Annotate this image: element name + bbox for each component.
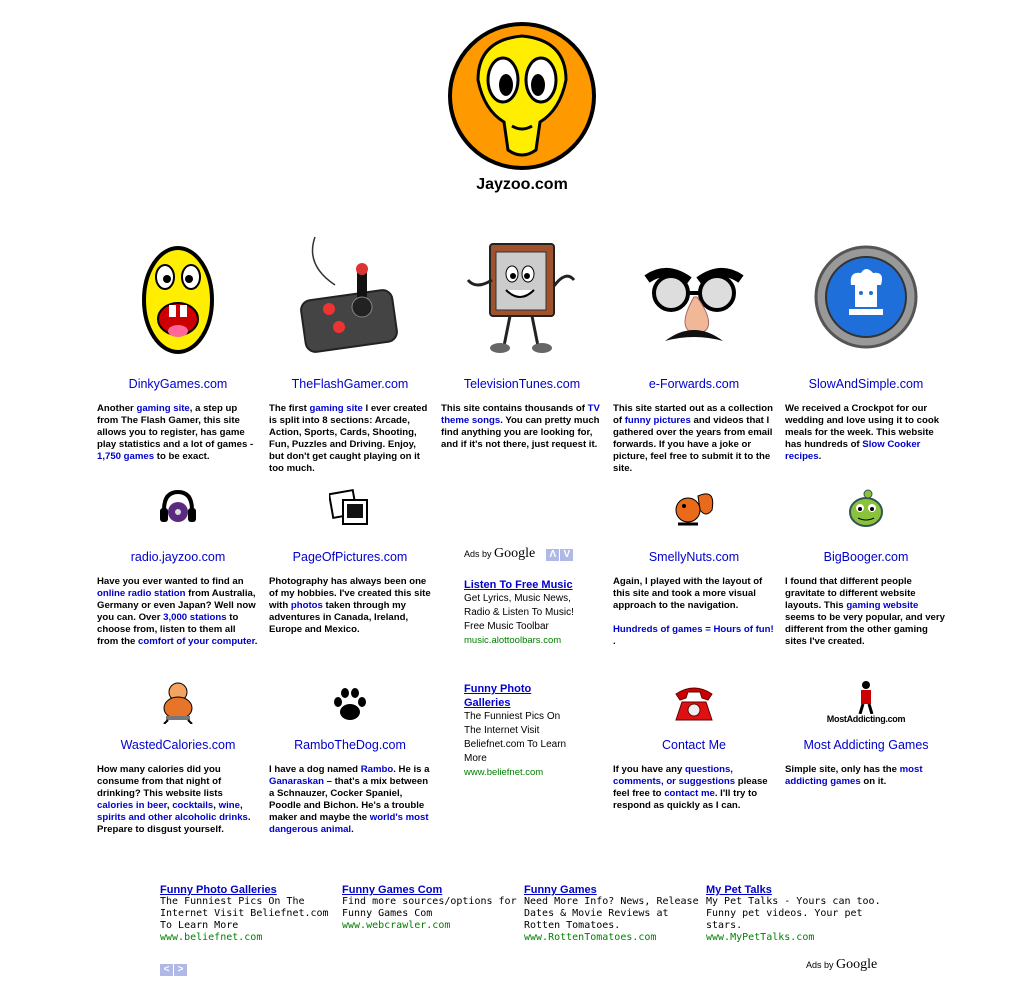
google-label: Google	[836, 957, 878, 972]
site-title[interactable]: Jayzoo.com	[476, 176, 568, 193]
bottom-ad-nav	[160, 959, 188, 977]
description-text: .	[613, 636, 616, 647]
photos-icon[interactable]	[269, 486, 431, 528]
description-text: .	[818, 451, 822, 462]
inline-link[interactable]: Ganaraskan	[269, 776, 324, 787]
inline-link[interactable]: most addicting games	[785, 764, 923, 787]
description-text: . You can pretty much find anything you are looking for, and if it's not there, just request it.	[441, 415, 600, 450]
site-card-description	[269, 576, 431, 636]
site-card-description	[97, 576, 259, 648]
bottom-ad-url[interactable]: www.RottenTomatoes.com	[524, 932, 657, 943]
description-text: ,	[239, 800, 243, 811]
description-text: from Australia, Germany or even Japan? Well now you can. Over	[97, 588, 256, 623]
description-text: I have a dog named	[269, 764, 361, 775]
bottom-ad-body: My Pet Talks - Yours can too. Funny pet videos. Your pet stars.	[706, 896, 881, 931]
bottom-ad-3	[524, 884, 702, 944]
site-card-title[interactable]: TelevisionTunes.com	[463, 377, 581, 391]
alien-logo-icon[interactable]	[448, 22, 596, 170]
bottom-ad-2	[342, 884, 520, 932]
ads-by-label: Ads by	[464, 549, 492, 559]
most-addicting-icon[interactable]	[785, 668, 947, 724]
bottom-ad-1	[160, 884, 338, 944]
side-ad-body: Get Lyrics, Music News, Radio & Listen To Music! Free Music Toolbar	[464, 593, 574, 632]
side-ad-body: The Funniest Pics On The Internet Visit Beliefnet.com To Learn More	[464, 711, 567, 764]
bottom-ad-title[interactable]: Funny Games Com	[342, 884, 443, 896]
description-text: This site started out as a collection of	[613, 403, 773, 426]
description-text: If you have any	[613, 764, 685, 775]
description-text: . He is a	[393, 764, 430, 775]
tv-character-icon[interactable]	[441, 225, 603, 355]
side-ad-2	[464, 682, 576, 780]
site-card-title[interactable]: Contact Me	[662, 738, 726, 752]
description-text: I ever created is split into 8 sections: Arcade, Action, Sports, Cards, Shooting, Fun, Puzzles and Driving. Enjoy, but don't get caught playing on it too much.	[269, 403, 428, 474]
description-text: to choose from, listen to them all from the	[97, 612, 239, 647]
ads-by-label: Ads by	[806, 960, 834, 970]
site-card-description	[613, 403, 775, 475]
ads-by-google[interactable]	[464, 546, 574, 562]
description-text: Photography has always been one of my hobbies. I've created this site with	[269, 576, 431, 611]
ad-prev-button[interactable]: <	[160, 964, 173, 976]
description-text: to be exact.	[154, 451, 210, 462]
side-ad-title[interactable]: Funny Photo Galleries	[464, 683, 532, 709]
description-text: How many calories did you consume from that night of drinking? This website lists	[97, 764, 223, 799]
bottom-ad-url[interactable]: www.MyPetTalks.com	[706, 932, 815, 943]
description-text: ,	[166, 800, 173, 811]
inline-link[interactable]: gaming site	[136, 403, 190, 414]
site-card-description	[97, 764, 259, 836]
inline-link[interactable]: funny pictures	[624, 415, 691, 426]
inline-link[interactable]: 3,000 stations	[163, 612, 227, 623]
bottom-ad-body: The Funniest Pics On The Internet Visit Beliefnet.com To Learn More	[160, 896, 329, 931]
inline-link[interactable]: 1,750 games	[97, 451, 155, 462]
description-text: . Prepare to disgust yourself.	[97, 812, 251, 835]
description-text: seems to be very popular, and very different from the other gaming sites I've created.	[785, 612, 945, 647]
description-text: taken through my adventures in Canada, Ireland, Europe and Mexico.	[269, 600, 409, 635]
site-card-title[interactable]: WastedCalories.com	[120, 738, 236, 752]
site-card-title[interactable]: RamboTheDog.com	[294, 738, 406, 752]
inline-link[interactable]: TV theme songs	[441, 403, 600, 426]
site-card-title[interactable]: Most Addicting Games	[803, 738, 929, 752]
bottom-ad-title[interactable]: Funny Games	[524, 884, 597, 896]
ads-by-google-bottom[interactable]	[806, 957, 877, 973]
inline-link[interactable]: Slow Cooker recipes	[785, 439, 921, 462]
description-text: .	[254, 636, 258, 647]
description-text: Another	[97, 403, 137, 414]
description-text: This site contains thousands of	[441, 403, 588, 414]
description-text: , a step up from The Flash Gamer, this site allows you to register, has game play statistics and a lot of games -	[97, 403, 254, 450]
groucho-glasses-icon[interactable]	[613, 225, 775, 355]
bottom-ad-body: Need More Info? News, Release Dates & Movie Reviews at Rotten Tomatoes.	[524, 896, 699, 931]
most-addicting-logo-text: MostAddicting.com	[826, 714, 906, 724]
squirrel-icon[interactable]	[613, 486, 775, 528]
site-card-title[interactable]: PageOfPictures.com	[292, 550, 408, 564]
inline-link[interactable]: world's most dangerous animal	[269, 812, 429, 835]
fat-man-icon[interactable]	[97, 672, 259, 724]
site-card-title[interactable]: radio.jayzoo.com	[130, 550, 226, 564]
bottom-ad-url[interactable]: www.beliefnet.com	[160, 932, 263, 943]
inline-link[interactable]: photos	[290, 600, 323, 611]
inline-link[interactable]: gaming website	[846, 600, 919, 611]
description-text: Simple site, only has the	[785, 764, 900, 775]
site-card-description	[269, 764, 431, 836]
side-ad-url[interactable]: music.alottoolbars.com	[464, 635, 562, 646]
site-card-title[interactable]: SlowAndSimple.com	[808, 377, 924, 391]
description-text: Have you ever wanted to find an	[97, 576, 244, 587]
inline-link[interactable]: wine	[218, 800, 240, 811]
description-text: The first	[269, 403, 310, 414]
headphones-icon[interactable]	[97, 486, 259, 528]
side-ad-title[interactable]: Listen To Free Music	[464, 579, 573, 591]
site-card-title[interactable]: SmellyNuts.com	[648, 550, 740, 564]
inline-link[interactable]: Hundreds of games = Hours of fun!	[613, 624, 774, 635]
site-card-description	[785, 576, 947, 648]
inline-link[interactable]: spirits and other alcoholic drinks	[97, 812, 248, 823]
inline-link[interactable]: calories in beer	[97, 800, 167, 811]
side-ad-1	[464, 578, 576, 648]
inline-link[interactable]: contact me	[664, 788, 715, 799]
description-text: on it.	[860, 776, 887, 787]
site-card-description	[97, 403, 259, 463]
site-card-description	[441, 403, 603, 451]
bottom-ad-4	[706, 884, 884, 944]
inline-link[interactable]: comfort of your computer	[138, 636, 255, 647]
description-text: Again, I played with the layout of this site and took a more visual approach to the navigation.	[613, 576, 763, 611]
site-card-description	[269, 403, 431, 475]
site-card-title[interactable]: e-Forwards.com	[648, 377, 740, 391]
description-text: .	[351, 824, 354, 835]
description-text: – that's a mix between a Schnauzer, Cocker Spaniel, Poodle and Bichon. He's a trouble maker and maybe the	[269, 776, 429, 823]
description-text: please feel free to	[613, 776, 768, 799]
description-text: and videos that I gathered over the years from email forwards. If you have a joke or picture, feel free to submit it to the site.	[613, 415, 773, 474]
joystick-icon[interactable]	[269, 225, 431, 355]
site-card-title[interactable]: DinkyGames.com	[128, 377, 228, 391]
site-card-title[interactable]: BigBooger.com	[823, 550, 909, 564]
site-card-description	[785, 764, 947, 788]
site-card-description	[613, 764, 775, 812]
inline-link[interactable]: Rambo	[360, 764, 394, 775]
inline-link[interactable]: questions, comments, or suggestions	[613, 764, 736, 787]
description-text: I found that different people gravitate to different website layouts. This	[785, 576, 916, 611]
paw-icon[interactable]	[269, 672, 431, 724]
description-text: ,	[213, 800, 219, 811]
inline-link[interactable]: gaming site	[309, 403, 363, 414]
inline-link[interactable]: online radio station	[97, 588, 186, 599]
bottom-ad-title[interactable]: Funny Photo Galleries	[160, 884, 277, 896]
bottom-ad-body: Find more sources/options for Funny Games Com	[342, 896, 517, 919]
description-text: . I'll try to respond as quickly as I can.	[613, 788, 758, 811]
side-ad-url[interactable]: www.beliefnet.com	[464, 767, 544, 778]
ad-down-button[interactable]: V	[560, 549, 573, 561]
booger-icon[interactable]	[785, 486, 947, 528]
description-text: We received a Crockpot for our wedding and love using it to cook meals for the week. This website has hundreds of	[785, 403, 940, 450]
ad-next-button[interactable]: >	[174, 964, 187, 976]
site-card-description	[613, 576, 775, 648]
ad-up-button[interactable]: Λ	[546, 549, 559, 561]
site-card-description	[785, 403, 947, 463]
alien-face-icon[interactable]	[97, 225, 259, 355]
google-label: Google	[494, 546, 536, 561]
site-card-title[interactable]: TheFlashGamer.com	[291, 377, 409, 391]
bottom-ad-url[interactable]: www.webcrawler.com	[342, 920, 451, 931]
telephone-icon[interactable]	[613, 672, 775, 724]
chef-button-icon[interactable]	[785, 225, 947, 355]
bottom-ad-title[interactable]: My Pet Talks	[706, 884, 772, 896]
inline-link[interactable]: cocktails	[172, 800, 214, 811]
